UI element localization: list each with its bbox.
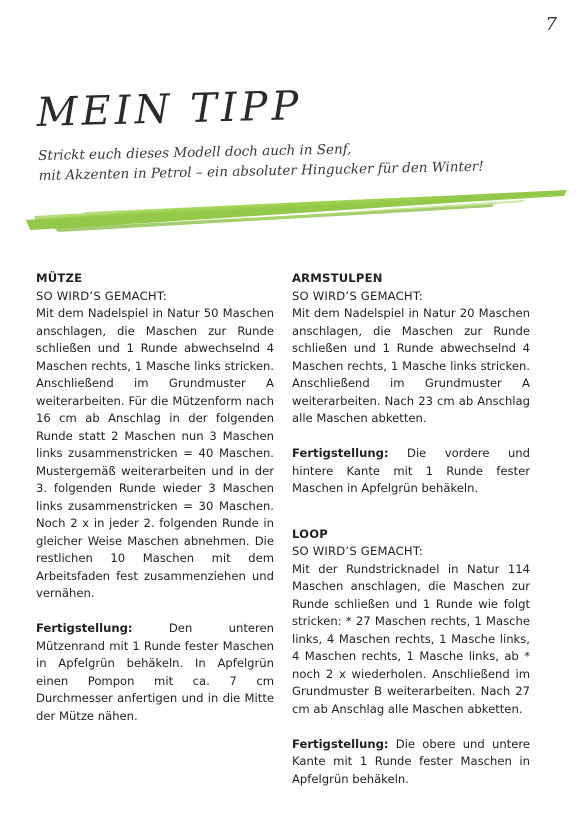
loop-finish-text: Die obere und untere Kante mit 1 Runde fester Maschen in Apfelgrün behäkeln. bbox=[292, 736, 530, 786]
right-column bbox=[292, 270, 530, 788]
green-brush-stroke bbox=[24, 176, 569, 238]
armstulpen-subheading: SO WIRD’S GEMACHT: bbox=[292, 288, 423, 303]
muetze-subheading: SO WIRD’S GEMACHT: bbox=[36, 288, 167, 303]
loop-body: Mit der Rundstricknadel in Natur 114 Maschen anschlagen, die Maschen zur Runde schließen und 1 Runde wie folgt stricken: * 27 Maschen rechts, 1 Masche links, 4 Maschen rechts, 1 Masche links, 4 Maschen rechts, 1 Masche links, ab * noch 2 x wiederholen. Anschließend im Grundmuster B weiterarbeiten. Nach 27 cm ab Anschlag alle Maschen abketten. bbox=[292, 561, 530, 716]
loop-finish-label: Fertigstellung: bbox=[292, 736, 389, 751]
loop-section bbox=[292, 526, 530, 789]
loop-heading: LOOP bbox=[292, 526, 328, 541]
tip-title: MEIN TIPP bbox=[36, 83, 304, 136]
armstulpen-body: Mit dem Nadelspiel in Natur 20 Maschen anschlagen, die Maschen zur Runde schließen und 1 Runde abwechselnd 4 Maschen rechts, 1 Masche links stricken. Anschließend im Grundmuster A weiterarbeiten. Nach 23 cm ab Anschlag alle Maschen abketten. bbox=[292, 306, 530, 425]
tip-line-2: mit Akzenten in Petrol – ein absoluter Hingucker für den Winter! bbox=[38, 158, 484, 184]
armstulpen-heading: ARMSTULPEN bbox=[292, 271, 383, 285]
armstulpen-section bbox=[292, 270, 530, 498]
muetze-section bbox=[36, 270, 274, 725]
muetze-finish-text: Den unteren Mützenrand mit 1 Runde fester Maschen in Apfelgrün behäkeln. In Apfelgrün einen Pompon mit ca. 7 cm Durchmesser anfertigen und in die Mitte der Mütze nähen. bbox=[36, 621, 274, 723]
armstulpen-finish bbox=[292, 445, 530, 498]
loop-finish bbox=[292, 736, 530, 789]
armstulpen-finish-label: Fertigstellung: bbox=[292, 446, 389, 460]
armstulpen-finish-text: Die vordere und hintere Kante mit 1 Runde fester Maschen in Apfelgrün behäkeln. bbox=[292, 446, 530, 495]
muetze-finish-label: Fertigstellung: bbox=[36, 621, 133, 635]
tip-line-1: Strickt euch dieses Modell doch auch in Senf, bbox=[38, 141, 352, 164]
muetze-finish bbox=[36, 620, 274, 725]
muetze-body: Mit dem Nadelspiel in Natur 50 Maschen anschlagen, die Maschen zur Runde schließen und 1 Runde abwechselnd 4 Maschen rechts, 1 Masche links stricken. Anschließend im Grundmuster A weiterarbeiten. Für die Mützenform nach 16 cm ab Anschlag in der folgenden Runde statt 2 Maschen nun 3 Maschen links zusammenstricken = 40 Maschen. Mustergemäß weiterarbeiten und in der 3. folgenden Runde wieder 3 Maschen links zusammenstricken = 30 Maschen. Noch 2 x in jeder 2. folgenden Runde in gleicher Weise Maschen abnehmen. Die restlichen 10 Maschen mit dem Arbeitsfaden fest zusammenziehen und vernähen. bbox=[36, 306, 274, 600]
loop-subheading: SO WIRD’S GEMACHT: bbox=[292, 544, 423, 558]
muetze-heading: MÜTZE bbox=[36, 271, 83, 285]
page-number: 7 bbox=[545, 14, 557, 35]
